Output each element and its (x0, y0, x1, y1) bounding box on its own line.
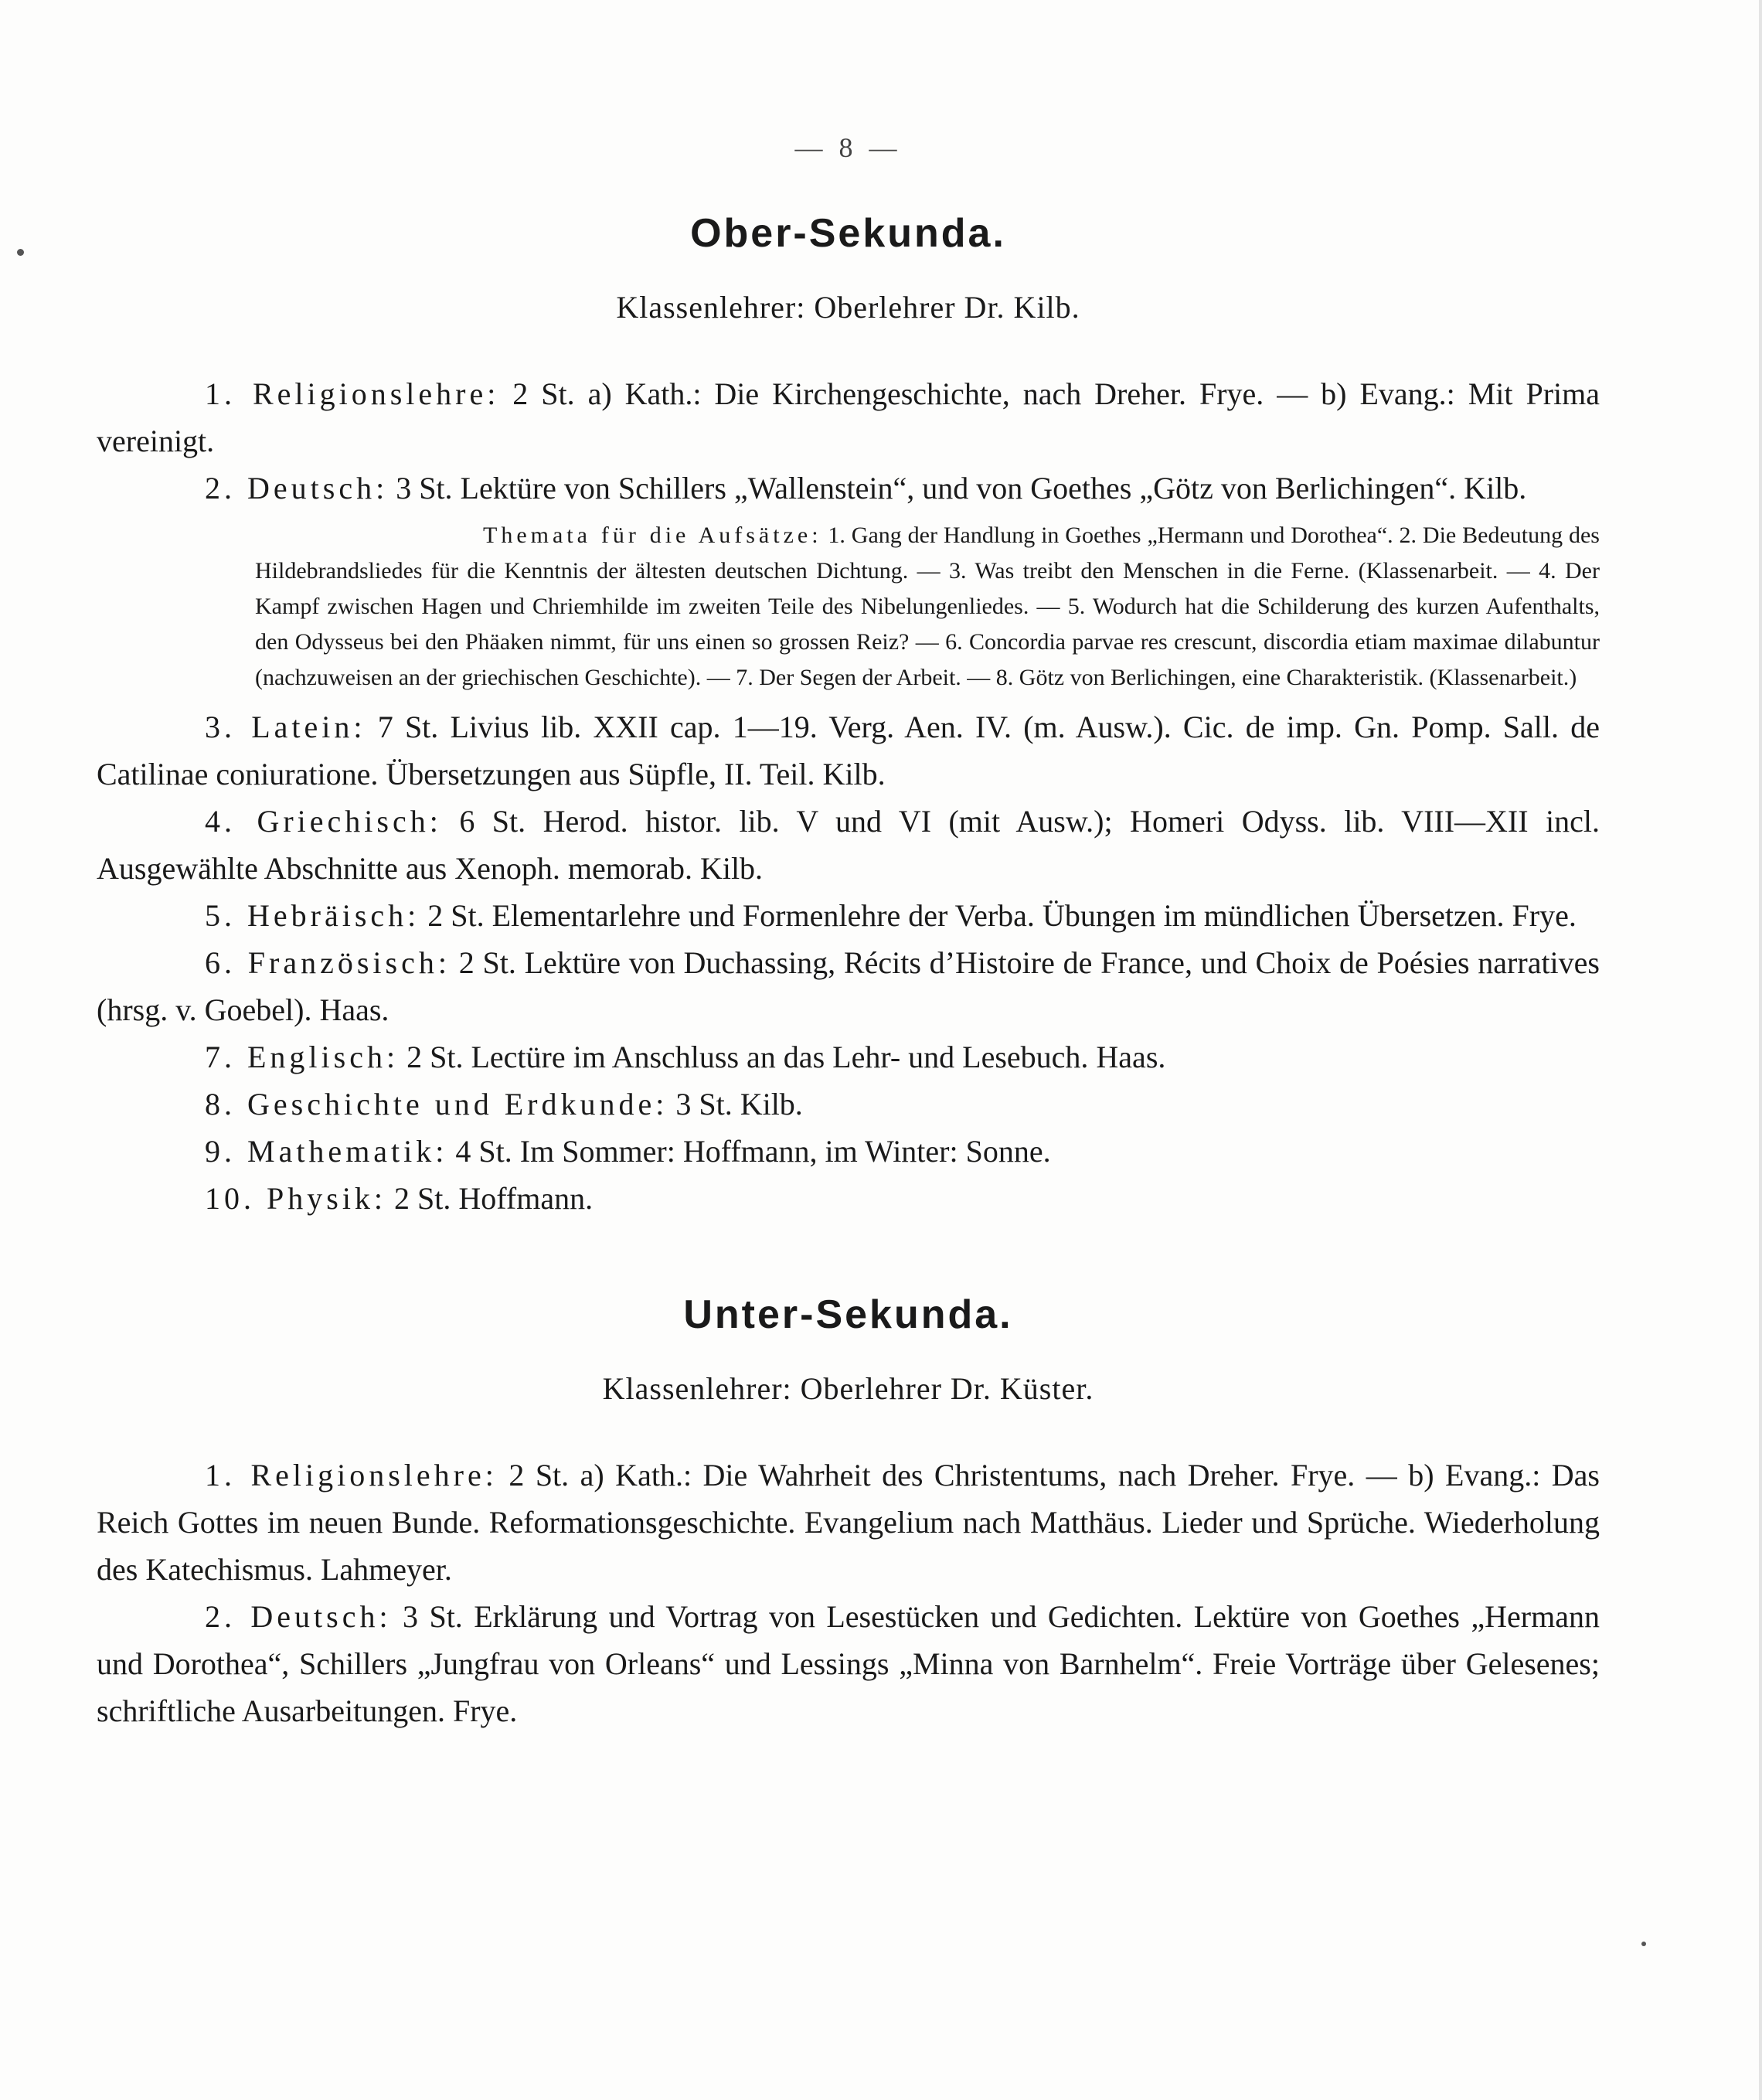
section-title: Ober-Sekunda. (690, 211, 1006, 256)
subject-text: 2 St. a) Kath.: Die Kirchengeschichte, nach Dreher. Frye. — b) Evang.: Mit Prima vereinigt. (97, 376, 1600, 458)
subject-entry (97, 465, 1600, 512)
subject-entry (97, 1593, 1600, 1734)
subject-entry (97, 939, 1600, 1033)
essay-themes (255, 518, 1600, 696)
subject-label: 9. Mathematik: (205, 1134, 448, 1169)
essay-themes-text: 1. Gang der Handlung in Goethes „Hermann und Dorothea“. 2. Die Bedeutung des Hildebrandsliedes für die Kenntnis der ältesten deutschen Dichtung. — 3. Was treibt den Menschen in die Ferne. (Klassenarbeit. — 4. Der Kampf zwischen Hagen und Chriemhilde im zweiten Teile des Nibelungenliedes. — 5. Wodurch hat die Schilderung des kurzen Aufenthalts, den Odysseus bei den Phäaken nimmt, für uns einen so grossen Reiz? — 6. Concordia parvae res crescunt, discordia etiam maximae dilabuntur (nachzuweisen an der griechischen Geschichte). — 7. Der Segen der Arbeit. — 8. Götz von Berlichingen, eine Charakteristik. (Klassenarbeit.) (255, 522, 1600, 690)
subject-label: 7. Englisch: (205, 1040, 400, 1074)
subject-label: 8. Geschichte und Erdkunde: (205, 1087, 668, 1121)
subject-entry (97, 703, 1600, 798)
subject-entry (97, 370, 1600, 465)
subject-label: 2. Deutsch: (205, 471, 389, 505)
subject-entry (97, 1452, 1600, 1593)
ink-speck (17, 249, 24, 256)
subject-text: 3 St. Kilb. (668, 1087, 803, 1121)
subject-text: 2 St. a) Kath.: Die Wahrheit des Christentums, nach Dreher. Frye. — b) Evang.: Das Reich Gottes im neuen Bunde. Reformationsgeschichte. Evangelium nach Matthäus. Lieder und Sprüche. Wiederholung des Katechismus. Lahmeyer. (97, 1458, 1600, 1587)
subject-entry (97, 1175, 1600, 1222)
subject-text: 2 St. Lektüre von Duchassing, Récits d’Histoire de France, und Choix de Poésies narratives (hrsg. v. Goebel). Haas. (97, 945, 1600, 1027)
class-teacher: Klassenlehrer: Oberlehrer Dr. Küster. (602, 1371, 1094, 1406)
section-ober-sekunda (97, 210, 1600, 1222)
section-title: Unter-Sekunda. (683, 1292, 1013, 1337)
subject-entry (97, 1128, 1600, 1175)
subject-text: 3 St. Lektüre von Schillers „Wallenstein“, und von Goethes „Götz von Berlichingen“. Kilb. (388, 471, 1527, 505)
subject-text: 6 St. Herod. histor. lib. V und VI (mit Ausw.); Homeri Odyss. lib. VIII—XII incl. Ausgewählte Abschnitte aus Xenoph. memorab. Kilb. (97, 804, 1600, 886)
subject-entry (97, 1081, 1600, 1128)
subject-text: 7 St. Livius lib. XXII cap. 1—19. Verg. Aen. IV. (m. Ausw.). Cic. de imp. Gn. Pomp. Sall. de Catilinae coniuratione. Übersetzungen aus Süpfle, II. Teil. Kilb. (97, 710, 1600, 791)
subject-entry (97, 892, 1600, 939)
essay-themes-label: Themata für die Aufsätze: (483, 522, 822, 548)
text-column (97, 131, 1600, 1734)
subject-label: 1. Religionslehre: (205, 376, 500, 411)
subject-label: 5. Hebräisch: (205, 898, 420, 933)
section-spacer (97, 1222, 1600, 1292)
ink-speck (1641, 1942, 1646, 1946)
subject-label: 1. Religionslehre: (205, 1458, 498, 1492)
subject-text: 4 St. Im Sommer: Hoffmann, im Winter: Sonne. (447, 1134, 1051, 1169)
subject-text: 3 St. Erklärung und Vortrag von Lesestücken und Gedichten. Lektüre von Goethes „Hermann und Dorothea“, Schillers „Jungfrau von Orleans“ und Lessings „Minna von Barnhelm“. Freie Vorträge über Gelesenes; schriftliche Ausarbeitungen. Frye. (97, 1599, 1600, 1728)
subject-entry (97, 798, 1600, 892)
subject-label: 10. Physik: (205, 1181, 387, 1216)
subject-text: 2 St. Elementarlehre und Formenlehre der Verba. Übungen im mündlichen Übersetzen. Frye. (420, 898, 1577, 933)
subject-text: 2 St. Hoffmann. (386, 1181, 594, 1216)
subject-label: 3. Latein: (205, 710, 366, 744)
page-edge (1759, 0, 1762, 2100)
subject-label: 4. Griechisch: (205, 804, 442, 839)
page-number: — 8 — (794, 132, 902, 163)
subject-entry (97, 1033, 1600, 1081)
subject-label: 2. Deutsch: (205, 1599, 392, 1634)
subject-label: 6. Französisch: (205, 945, 451, 980)
subject-text: 2 St. Lectüre im Anschluss an das Lehr- und Lesebuch. Haas. (399, 1040, 1166, 1074)
class-teacher: Klassenlehrer: Oberlehrer Dr. Kilb. (616, 290, 1080, 325)
section-unter-sekunda (97, 1292, 1600, 1734)
